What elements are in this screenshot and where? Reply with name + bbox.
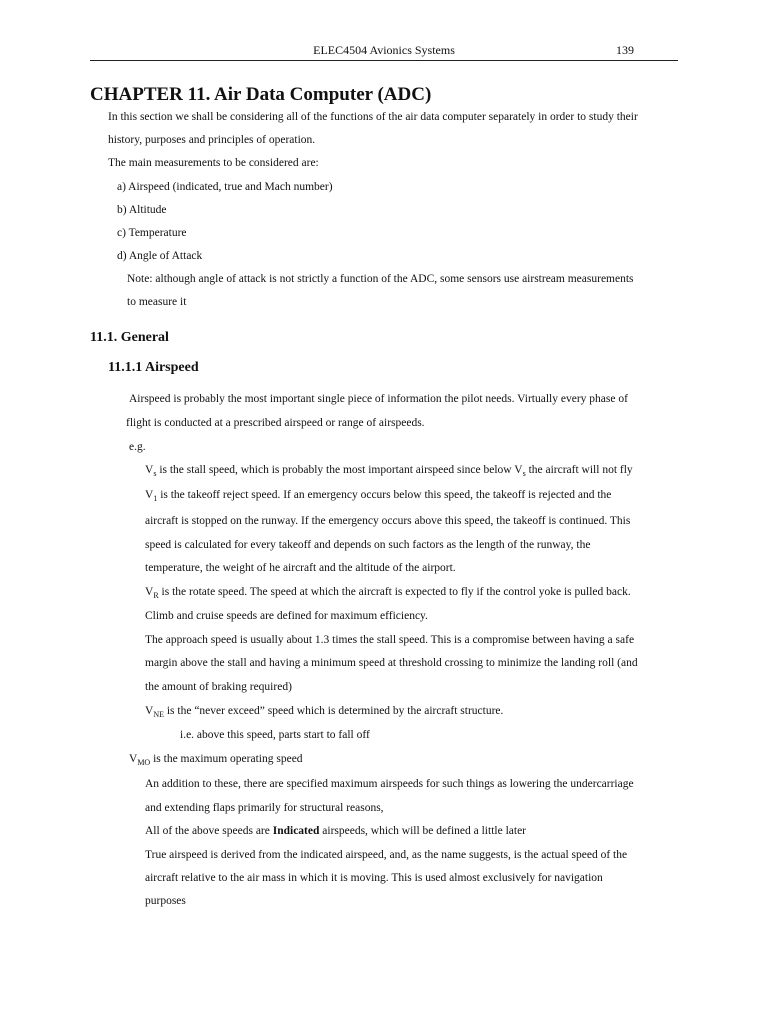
vne-line-2: i.e. above this speed, parts start to fall off (180, 729, 370, 741)
v1-line-3: speed is calculated for every takeoff and depends on such factors as the length of the runway, the (145, 539, 591, 551)
vr-definition: $V_R$ is the rotate speed. The speed at which the aircraft is expected to fly if the control yoke is pulled back. (145, 586, 631, 600)
approach-line-3: the amount of braking required) (145, 681, 292, 693)
v1-definition: $V_1$ is the takeoff reject speed. If an emergency occurs below this speed, the takeoff is rejected and the (145, 489, 612, 503)
list-item-angle-of-attack: d) Angle of Attack (117, 250, 203, 262)
note-line-1: Note: although angle of attack is not strictly a function of the ADC, some sensors use airstream measurements (127, 273, 634, 285)
approach-line-2: margin above the stall and having a minimum speed at threshold crossing to minimize the landing roll (and (145, 657, 638, 669)
list-item-altitude: b) Altitude (117, 204, 167, 216)
vmo-definition: $V_{MO}$ is the maximum operating speed (129, 753, 303, 767)
v1-line-2: aircraft is stopped on the runway. If the emergency occurs above this speed, the takeoff is continued. This (145, 515, 631, 527)
section-heading: 11.1. General (90, 330, 169, 345)
vne-definition: $V_{NE}$ is the “never exceed” speed which is determined by the aircraft structure. (145, 705, 504, 719)
indicated-emphasis: Indicated (272, 825, 320, 837)
eg-label: e.g. (129, 441, 146, 453)
running-header (90, 42, 678, 61)
true-airspeed-line-2: aircraft relative to the air mass in which it is moving. This is used almost exclusively for navigation (145, 872, 603, 884)
list-item-temperature: c) Temperature (117, 227, 187, 239)
chapter-title: CHAPTER 11. Air Data Computer (ADC) (90, 84, 432, 105)
airspeed-para-line-1: Airspeed is probably the most important single piece of information the pilot needs. Virtually every phase of (129, 393, 628, 405)
approach-line-1: The approach speed is usually about 1.3 times the stall speed. This is a compromise between having a safe (145, 634, 635, 646)
addition-line-2: and extending flaps primarily for structural reasons, (145, 802, 384, 814)
note-line-2: to measure it (127, 296, 187, 308)
indicated-sentence: All of the above speeds are Indicated airspeeds, which will be defined a little later (145, 825, 526, 837)
true-airspeed-line-1: True airspeed is derived from the indicated airspeed, and, as the name suggests, is the actual speed of the (145, 849, 628, 861)
addition-line-1: An addition to these, there are specified maximum airspeeds for such things as lowering the undercarriage (145, 778, 634, 790)
intro-line-3: The main measurements to be considered are: (108, 157, 319, 169)
course-title: ELEC4504 Avionics Systems (313, 43, 455, 57)
intro-line-2: history, purposes and principles of operation. (108, 134, 316, 146)
climb-cruise-text: Climb and cruise speeds are defined for maximum efficiency. (145, 610, 428, 622)
airspeed-para-line-2: flight is conducted at a prescribed airspeed or range of airspeeds. (126, 417, 425, 429)
list-item-airspeed: a) Airspeed (indicated, true and Mach number) (117, 181, 333, 193)
subsection-heading: 11.1.1 Airspeed (108, 360, 199, 375)
intro-line-1: In this section we shall be considering all of the functions of the air data computer separately in order to study their (108, 111, 638, 123)
vs-definition: $V_s$ is the stall speed, which is probably the most important airspeed since below $V_s$ the aircraft will not fly (145, 464, 633, 478)
v1-line-4: temperature, the weight of he aircraft and the altitude of the airport. (145, 562, 456, 574)
page-number: 139 (616, 43, 634, 57)
true-airspeed-line-3: purposes (145, 895, 186, 907)
